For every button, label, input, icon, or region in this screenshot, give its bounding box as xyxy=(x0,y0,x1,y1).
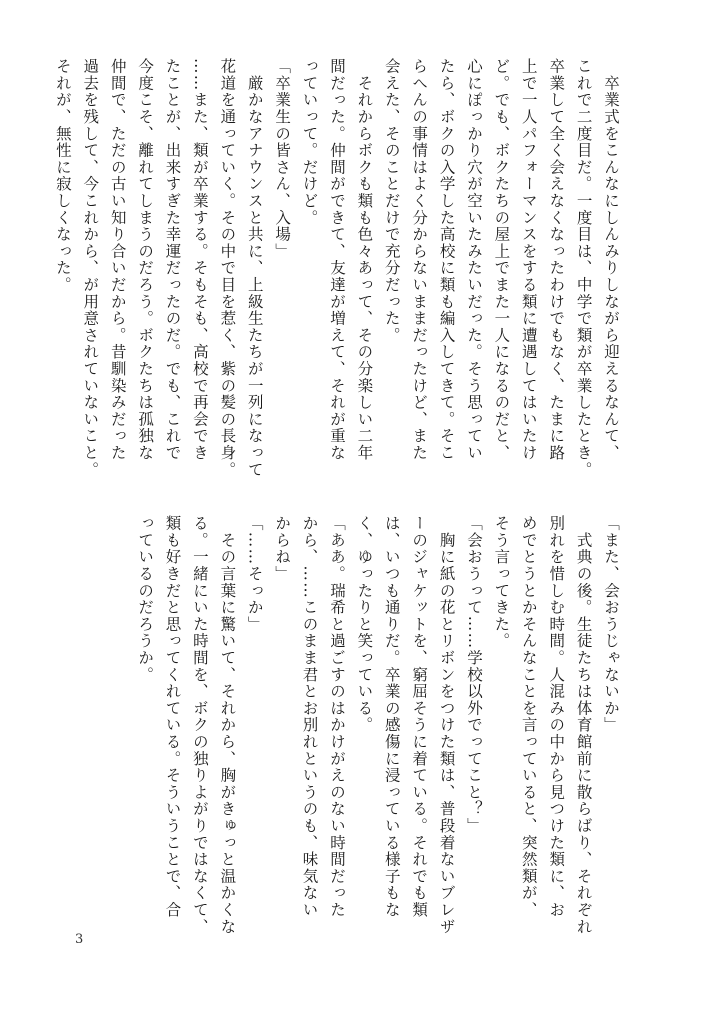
text-line: 別れを惜しむ時間。人混みの中から見つけた類に、お xyxy=(547,515,566,919)
lower-text-block xyxy=(131,515,624,955)
text-line: それが、無性に寂しくなった。 xyxy=(53,58,72,294)
text-line: 卒業して全く会えなくなったわけでもなく、たまに路 xyxy=(547,58,566,462)
page-number: 3 xyxy=(75,932,84,947)
text-line: そう言ってきた。 xyxy=(492,515,511,650)
text-line: それからボクも類も色々あって、その分楽しい二年 xyxy=(355,58,374,462)
text-line: たことが、出来すぎた幸運だったのだ。でも、これで xyxy=(163,58,182,462)
text-line: は、いつも通りだ。卒業の感傷に浸っている様子もな xyxy=(382,515,401,919)
text-line: 式典の後。生徒たちは体育館前に散らばり、それぞれ xyxy=(574,515,593,935)
text-line: 心にぽっかり穴が空いたみたいだった。そう思ってい xyxy=(464,58,483,462)
text-line: 花道を通っていく。その中で目を惹く、紫の髪の長身。 xyxy=(218,58,237,478)
text-line: 上で一人パフォーマンスをする類に遭遇してはいたけ xyxy=(519,58,538,462)
text-line: ーのジャケットを、窮屈そうに着ている。それでも類 xyxy=(410,515,429,919)
text-line: 類も好きだと思ってくれている。そういうことで、合 xyxy=(163,515,182,919)
text-line: 卒業式をこんなにしんみりしながら迎えるなんて、 xyxy=(602,58,620,462)
text-line: らへんの事情はよく分からないままだったけど、また xyxy=(410,58,429,462)
text-line: く、ゆったりと笑っている。 xyxy=(355,515,374,734)
text-line: 「……そっか」 xyxy=(245,515,264,633)
text-line: る。一緒にいた時間を、ボクの独りよがりではなくて、 xyxy=(190,515,209,935)
text-line: 間だった。仲間ができて、友達が増えて、それが重な xyxy=(327,58,346,462)
text-line: からね」 xyxy=(273,515,292,583)
text-line: めでとうとかそんなことを言っていると、突然類が、 xyxy=(519,515,538,919)
text-line: 過去を残して、今これから、が用意されていないこと。 xyxy=(81,58,100,478)
text-line: 「また、会おうじゃないか」 xyxy=(602,515,620,734)
text-line: たら、ボクの入学した高校に類も編入してきて。そこ xyxy=(437,58,456,462)
text-line: っているのだろうか。 xyxy=(136,515,155,683)
text-line: これで二度目だ。一度目は、中学で類が卒業したとき。 xyxy=(574,58,593,478)
text-line: ど。でも、ボクたちの屋上でまた一人になるのだと、 xyxy=(492,58,511,462)
text-line: 会えた、そのことだけで充分だった。 xyxy=(382,58,401,344)
upper-text-block xyxy=(48,58,624,478)
text-line: 今度こそ、離れてしまうのだろう。ボクたちは孤独な xyxy=(136,58,155,462)
text-line: っていって。だけど。 xyxy=(300,58,319,226)
text-line: 仲間で、ただの古い知り合いだから。昔馴染みだった xyxy=(108,58,127,462)
text-line: ……また、類が卒業する。そもそも、高校で再会でき xyxy=(190,58,209,462)
text-line: 厳かなアナウンスと共に、上級生たちが一列になって xyxy=(245,58,264,478)
text-line: 「ああ。瑞希と過ごすのはかけがえのない時間だった xyxy=(327,515,346,919)
text-line: その言葉に驚いて、それから、胸がきゅっと温かくな xyxy=(218,515,237,935)
text-line: 「卒業生の皆さん、入場」 xyxy=(273,58,292,260)
text-line: 「会おうって……学校以外でってこと？」 xyxy=(464,515,483,835)
text-line: 胸に紙の花とリボンをつけた類は、普段着ないブレザ xyxy=(437,515,456,935)
text-line: から、……このまま君とお別れというのも、味気ない xyxy=(300,515,319,919)
